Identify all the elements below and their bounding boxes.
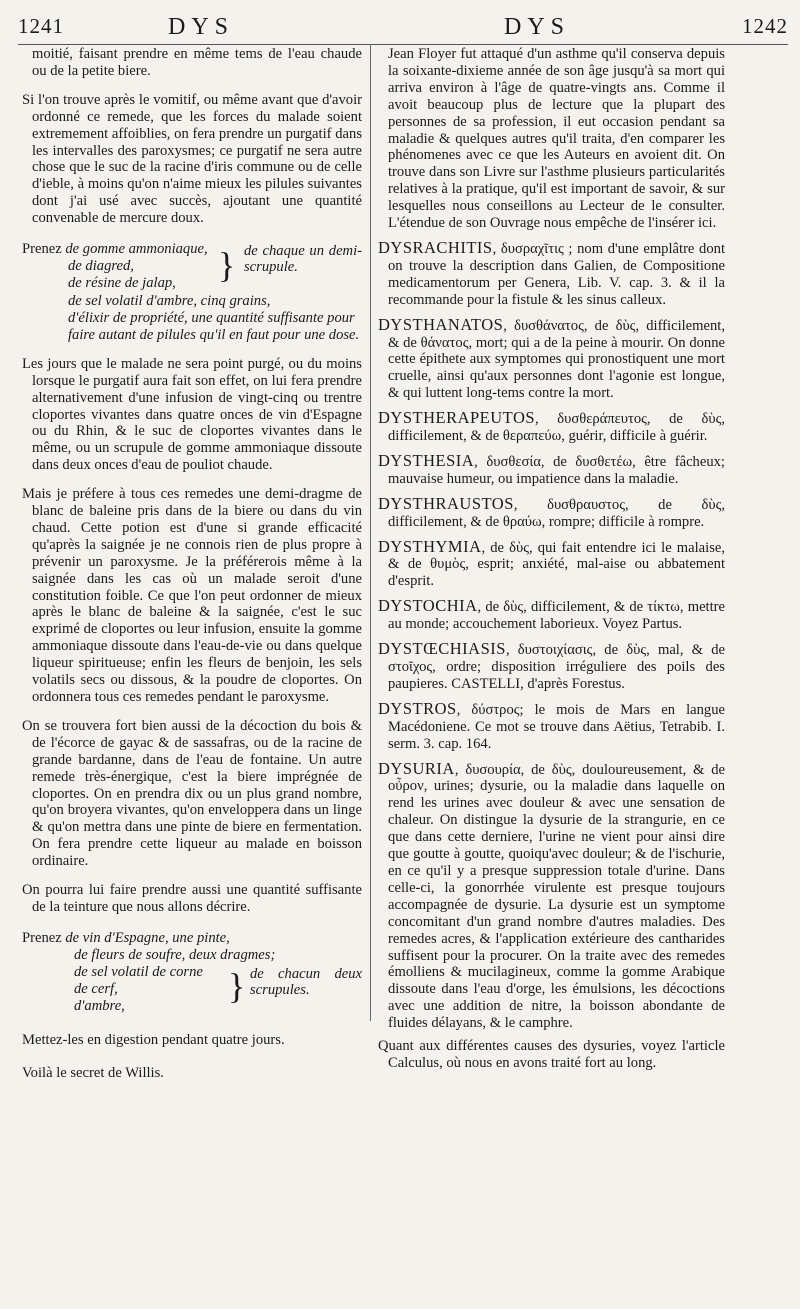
recipe-brace-note: de chacun deux scrupules. [250,965,362,998]
recipe-line: de sel volatil d'ambre, cinq grains, [68,293,271,310]
column-divider [370,44,371,1021]
dictionary-entry [378,237,725,309]
recipe-line: de vin d'Espagne, une pinte, [65,929,230,946]
recipe-line: de résine de jalap, [68,274,176,291]
recipe-brace-note: de chaque un demi-scrupule. [244,243,362,276]
entry-headword: DYSTHERAPEUTOS [378,408,536,428]
left-running-head: DYS [168,14,235,40]
entry-headword: DYSTHRAUSTOS [378,493,514,513]
recipe-line: de diagred, [68,257,134,274]
entry-headword: DYSTHANATOS [378,314,504,334]
entry-definition: , de δὺς, qui fait entendre ici le malaise, & de θυμὸς, esprit; anxiété, mal-aise ou abbatement d'esprit. [388,539,725,590]
dictionary-entry [378,314,725,403]
brace-icon: } [218,245,236,286]
recipe-lead: Prenez [22,929,62,946]
entry-headword: DYSURIA [378,758,455,778]
recipe-line: de fleurs de soufre, deux dragmes; [74,946,276,963]
dictionary-entry [378,758,725,1033]
dictionary-entry [378,698,725,753]
recipe-line: d'ambre, [74,997,125,1014]
entry-definition: , δυσθραυστος, de δὺς, difficilement, & de θραύω, rompre; difficile à rompre. [388,496,725,530]
paragraph-continuation: Jean Floyer fut attaqué d'un asthme qu'il conserva depuis la soixante-dixieme année de son âge jusqu'à sa mort qui arriva environ à l'âge de quatre-vingts ans. Comme il avoit beaucoup plus de lecture que la plupart des personnes de sa profession, il eut occasion pendant sa maladie & quelques autres qu'il traita, d'en comparer les phénomenes avec ce que les Auteurs en avoient dit. On trouve dans son Livre sur l'asthme plusieurs particularités relatives à la pratique, qu'il est important de savoir, & sur lesquelles nous conseillons au Lecteur de le consulter. L'étendue de son Ouvrage nous empêche de l'insérer ici. [388,46,725,232]
entry-headword: DYSTROS [378,698,457,718]
brace-icon: } [228,965,246,1006]
recipe-tincture [22,930,362,1016]
entry-headword: DYSTŒCHIASIS [378,639,506,659]
dictionary-entry [378,410,725,445]
entry-headword: DYSTHESIA [378,450,475,470]
paragraph: On se trouvera fort bien aussi de la décoction du bois & de l'écorce de gayac & de sassafras, ou de la racine de grande bardanne, dans de l'eau de fontaine. Un autre remede très-énergique, c'est la biere imprégnée de cloportes. On en prendra dix ou un plus grand nombre, qu'on broyera vivantes, qu'on enveloppera dans un linge & qu'on mettra dans une pinte de biere en fermentation. On fera prendre cette liqueur au malade en boisson ordinaire. [22,717,362,870]
dictionary-entry [378,641,725,693]
recipe-pills [22,241,362,344]
entry-definition: , δυσθάνατος, de δὺς, difficilement, & de θάνατος, mort; qui a de la peine à mourir. On donne cette épithete aux symptomes qui pronostiquent une mort cruelle, ainsi qu'aux personnes dont l'agonie est longue, & qui luttent long-tems contre la mort. [388,317,725,402]
right-running-head: DYS [504,14,571,40]
left-column [22,46,362,1082]
dictionary-entry [378,450,725,488]
header-rule [18,44,788,45]
right-page-number: 1242 [742,14,788,38]
recipe-line: de gomme ammoniaque, [65,241,208,258]
paragraph: Mais je préfere à tous ces remedes une demi-dragme de blanc de baleine pris dans de la biere ou dans du vin chaud. Cette potion est d'une si grande efficacité qu'après la saignée je ne connois rien de plus propre à prévenir un paroxysme. Je la préférerois même à la saignée dans les cas où un malade seroit d'une constitution foible. Ce que l'on peut ordonner de mieux après le blanc de baleine & la saignée, c'est le suc exprimé de cloportes ou leur infusion, ensuite la gomme ammoniaque dissoute dans l'eau-de-vie ou dans quelque liqueur spiritueuse; enfin les fleurs de benjoin, les sels volatils secs ou dissous, & la poudre de cloportes. On ordonnera tous ces remedes pendant le paroxysme. [22,486,362,705]
dictionary-entry [378,536,725,591]
entry-definition: , δύστρος; le mois de Mars en langue Macédoniene. Ce mot se trouve dans Aëtius, Tetrabib. I. serm. 3. cap. 164. [388,701,725,752]
entry-list [378,237,725,1032]
paragraph: Les jours que le malade ne sera point purgé, ou du moins lorsque le purgatif aura fait son effet, on lui fera prendre alternativement d'une infusion de vingt-cinq ou trentre cloportes vivantes dans quatre onces de vin d'Espagne ou du Rhin, & le suc de cloportes vivantes dans le même, ou un scrupule de gomme ammoniaque dissoute dans deux onces d'eau de pouliot chaude. [22,355,362,474]
recipe-lead: Prenez [22,241,62,258]
recipe-line: d'élixir de propriété, une quantité suffisante pour faire autant de pilules qu'il en faut pour une dose. [68,309,360,343]
entry-definition: , de δὺς, difficilement, & de τίκτω, mettre au monde; accouchement laborieux. Voyez Partus. [388,599,725,633]
entry-headword: DYSTOCHIA [378,596,478,616]
paragraph-continuation: moitié, faisant prendre en même tems de l'eau chaude ou de la petite biere. [32,46,362,79]
paragraph: Voilà le secret de Willis. [22,1064,164,1081]
paragraph: On pourra lui faire prendre aussi une quantité suffisante de la teinture que nous allons décrire. [22,882,362,915]
paragraph: Quant aux différentes causes des dysuries, voyez l'article Calculus, où nous en avons traité fort au long. [378,1038,725,1071]
paragraph: Mettez-les en digestion pendant quatre jours. [22,1031,285,1048]
entry-definition: , δυσθεράπευτος, de δὺς, difficilement, & de θεραπεύω, guérir, difficile à guérir. [388,411,725,445]
dictionary-entry [378,598,725,633]
entry-definition: , δυσραχῖτις ; nom d'une emplâtre dont on trouve la description dans Galien, de Compositione medicamentorum per Genera, Lib. V. cap. 3. & il la recommande pour la fistule & les sinus calleux. [388,240,725,308]
entry-definition: , δυσθεσία, de δυσθετέω, être fâcheux; mauvaise humeur, ou impatience dans la maladie. [388,453,725,487]
entry-definition: , δυσουρία, de δὺς, douloureusement, & de οὖρον, urines; dysurie, ou la maladie dans laquelle on rend les urines avec douleur & avec une sensation de chaleur. On distingue la dysurie de la strangurie, en ce que dans cette derniere, l'urine ne vient pour ainsi dire que goutte à goutte, quoiqu'avec douleur; & de l'ischurie, en ce qu'il y a presque suppression totale d'urine. Dans celle-ci, la gonorrhée virulente est presque toujours accompagnée de dysurie. La dysurie est un symptome concomitant d'un grand nombre d'autres maladies. Des remedes acres, & l'application extérieure des cantharides suffisent pour la procurer. On la traite avec des remedes émolliens & mucilagineux, comme la gomme Arabique dissoute dans l'eau d'orge, les émulsions, les décoctions avec une addition de nitre, la boisson abondante de fluides délayans, & le camphre. [388,761,725,1032]
entry-headword: DYSTHYMIA [378,536,482,556]
recipe-line: de sel volatil de corne de cerf, [74,963,203,997]
entry-headword: DYSRACHITIS [378,237,493,257]
left-page-number: 1241 [18,14,64,38]
paragraph: Si l'on trouve après le vomitif, ou même avant que d'avoir ordonné ce remede, que les forces du malade soient extremement affoiblies, on fera prendre un purgatif dans les intervalles des paroxysmes; ce purgatif ne sera autre chose que le suc de la racine d'iris commune ou de celle d'ieble, à moins qu'on n'aime mieux les pilules suivantes dont j'ai usé avec succès, ajoutant une quantité convenable de mercure doux. [22,91,362,227]
running-header [18,14,788,44]
dictionary-entry [378,493,725,531]
entry-definition: , δυστοιχίασις, de δὺς, mal, & de στοῖχος, ordre; disposition irréguliere des poils des paupieres. CASTELLI, d'après Forestus. [388,642,725,692]
right-column [378,46,725,1072]
